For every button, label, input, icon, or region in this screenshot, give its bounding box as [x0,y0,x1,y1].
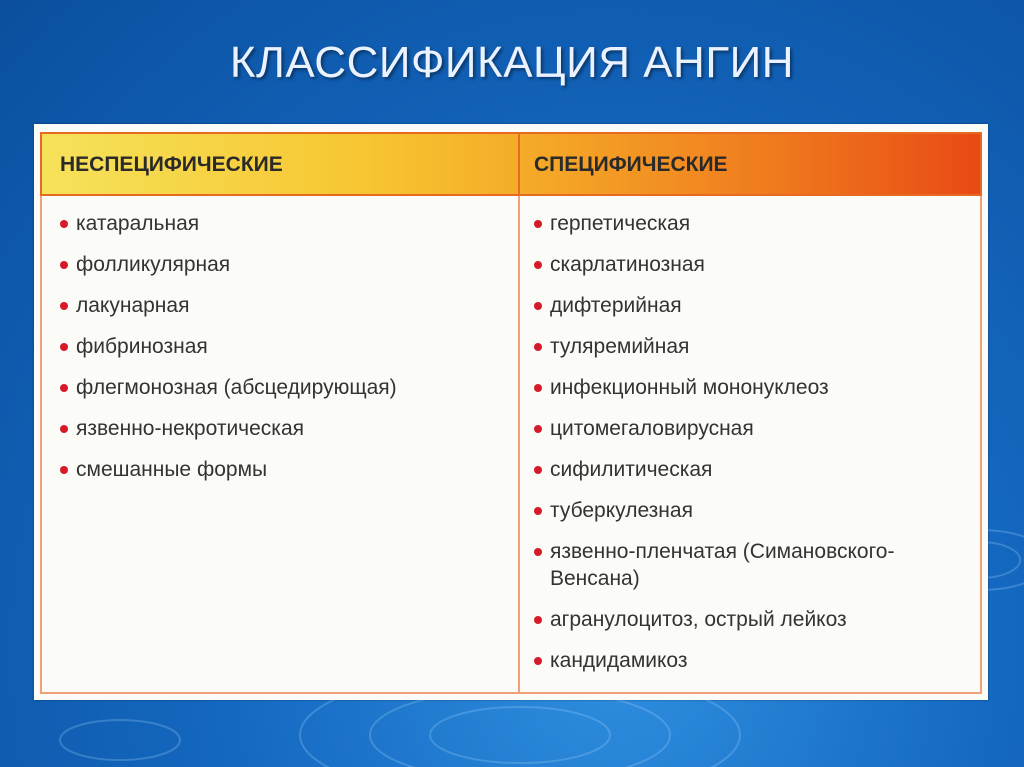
list-item: инфекционный мононуклеоз [534,374,964,401]
list-item: дифтерийная [534,292,964,319]
bullet-icon [534,384,542,392]
bullet-icon [534,261,542,269]
bullet-icon [60,466,68,474]
list-item: скарлатинозная [534,251,964,278]
bullet-icon [534,548,542,556]
slide-title: КЛАССИФИКАЦИЯ АНГИН [229,38,795,87]
list-item: флегмонозная (абсцедирующая) [60,374,500,401]
bullet-icon [534,657,542,665]
list-item: кандидамикоз [534,647,964,674]
list-item: цитомегаловирусная [534,415,964,442]
list-item: сифилитическая [534,456,964,483]
bullet-icon [534,616,542,624]
bullet-icon [60,261,68,269]
list-item: герпетическая [534,210,964,237]
column-header-nonspecific: НЕСПЕЦИФИЧЕСКИЕ [60,153,283,176]
nonspecific-list [60,210,500,497]
list-item: туляремийная [534,333,964,360]
bullet-icon [534,343,542,351]
list-item: язвенно-пленчатая (Симановского-Венсана) [534,538,964,592]
bullet-icon [60,343,68,351]
bullet-icon [534,425,542,433]
column-divider [518,196,520,692]
list-item: смешанные формы [60,456,500,483]
bullet-icon [60,425,68,433]
list-item: катаральная [60,210,500,237]
list-item: туберкулезная [534,497,964,524]
column-header-specific: СПЕЦИФИЧЕСКИЕ [534,153,728,176]
list-item: лакунарная [60,292,500,319]
header-divider [518,134,520,194]
bullet-icon [534,466,542,474]
list-item: язвенно-некротическая [60,415,500,442]
list-item: фолликулярная [60,251,500,278]
bullet-icon [60,384,68,392]
bullet-icon [534,507,542,515]
specific-list [534,210,964,688]
classification-table [34,124,988,700]
list-item: агранулоцитоз, острый лейкоз [534,606,964,633]
bullet-icon [534,302,542,310]
bullet-icon [60,220,68,228]
list-item: фибринозная [60,333,500,360]
bullet-icon [534,220,542,228]
bullet-icon [60,302,68,310]
table-header-row [40,132,982,196]
